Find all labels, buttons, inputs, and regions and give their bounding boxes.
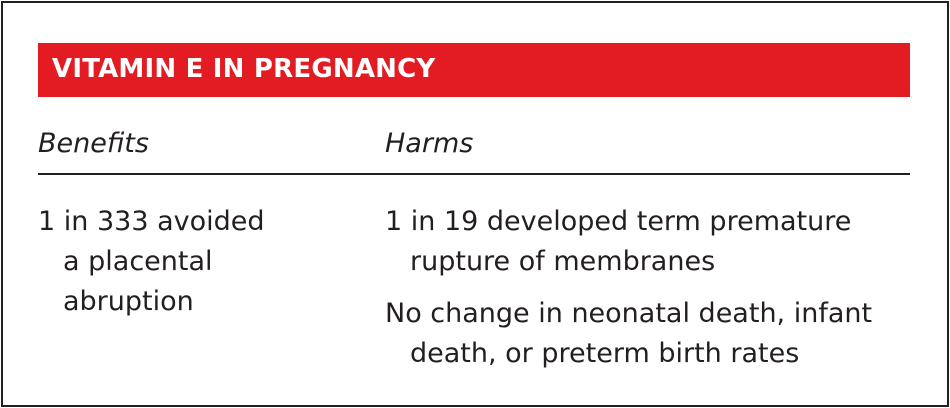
benefit-item-line: abruption xyxy=(63,286,194,317)
header-divider xyxy=(38,173,910,175)
harm-item xyxy=(385,294,872,374)
title-bar xyxy=(38,43,910,97)
box-title: VITAMIN E IN PREGNANCY xyxy=(52,54,436,84)
harm-item xyxy=(385,202,851,282)
benefit-item xyxy=(38,202,265,322)
harm-item-line: 1 in 19 developed term premature xyxy=(385,206,852,237)
benefit-item-line: a placental xyxy=(63,246,213,277)
harm-item-line: death, or preterm birth rates xyxy=(410,338,800,369)
harms-header: Harms xyxy=(385,128,474,159)
benefits-header: Benefits xyxy=(38,128,149,159)
harm-item-line: rupture of membranes xyxy=(410,246,716,277)
benefit-item-line: 1 in 333 avoided xyxy=(38,206,265,237)
harm-item-line: No change in neonatal death, infant xyxy=(385,298,873,329)
